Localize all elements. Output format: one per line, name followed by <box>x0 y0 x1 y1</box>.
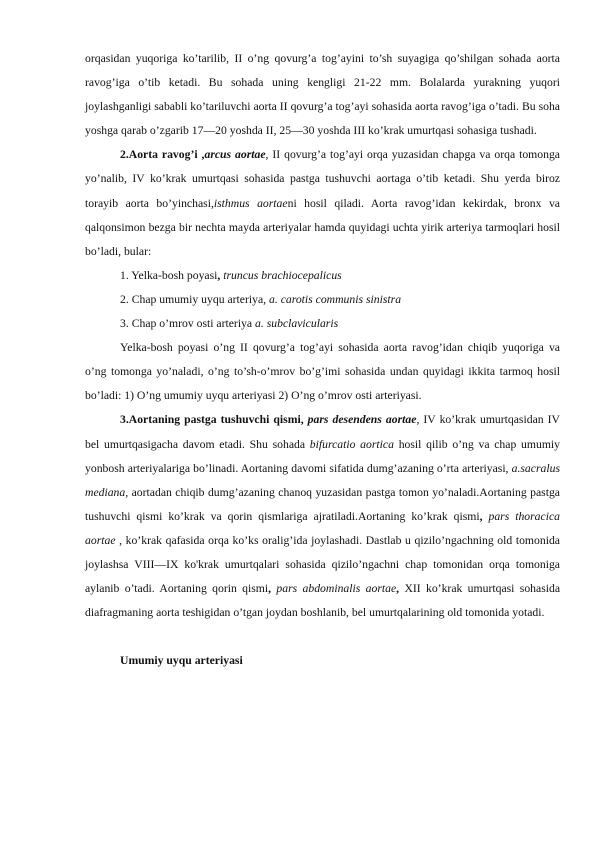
list-item <box>85 312 560 336</box>
latin-term-bifurcatio-aortica: bifurcatio aortica <box>309 437 394 451</box>
separator: , <box>396 582 405 596</box>
list-item-separator: , <box>263 292 269 306</box>
separator: , <box>479 509 489 523</box>
latin-term-sacralus-mediana: a.sacralus mediana, <box>85 461 560 499</box>
separator: , <box>268 582 277 596</box>
list-item-separator: , <box>217 268 224 282</box>
paragraph-text: hosil qilib o’ng va chap umumiy yonbosh arteriyalariga bo’linadi. Aortaning davomi sifatida dumg’azaning o’rta arteriyasi, <box>85 437 561 475</box>
paragraph-ascending-aorta: orqasidan yuqoriga ko’tarilib, II o’ng qovurg’a tog’ayini to’sh suyagiga qo’shilgan sohada aorta ravog’iga o’tib ketadi. Bu sohada uning kengligi 21-22 mm. Bolalarda yurakning yuqori joylashganligi sababli ko’tariluvchi aorta II qovurg’a tog’ayi sohasida aorta ravog’iga o’tadi. Bu soha yoshga qarab o’zgarib 17—20 yoshda II, 25—30 yoshda III ko’krak umurtqasi sohasiga tushadi. <box>85 52 560 138</box>
latin-term-pars-abdominalis-aortae: pars abdominalis aortae <box>276 582 397 596</box>
list-item-latin: truncus brachiocepalicus <box>223 268 342 282</box>
paragraph-text: , IV ko’krak umurtqasidan IV bel umurtqasigacha davom etadi. Shu sohada <box>85 413 560 451</box>
spacer <box>85 625 560 649</box>
paragraph-aortic-arch <box>85 143 560 263</box>
list-item-text: 3. Chap o’mrov osti arteriya <box>120 317 256 331</box>
paragraph-text: aortadan chiqib dumg’azaning chanoq yuzasidan pastga tomon yo’naladi.Aortaning pastga tushuvchi qismi ko’krak va qorin qismlariga ajratiladi.Aortaning ko’krak qismi <box>85 485 560 523</box>
paragraph-text: , II qovurg’a tog’ayi orqa yuzasidan chapga va orqa tomonga yo’nalib, IV ko’krak umurtqasi sohasida pastga tushuvchi aortaga o’tib ketadi. Shu yerda biroz torayib aorta bo’yinchasi, <box>85 148 560 210</box>
paragraph-text: ni hosil qiladi. Aorta ravog’idan kekirdak, bronx va qalqonsimon bezga bir nechta mayda arteriyalar hamda quyidagi uchta yirik arteriya tarmoqlari hosil bo’ladi, bular: <box>85 196 560 258</box>
section-heading-descending-aorta: 3.Aortaning pastga tushuvchi qismi, <box>120 413 308 427</box>
latin-term-isthmus-aortae: isthmus aortae <box>213 196 288 210</box>
list-item-latin: a. subclavicularis <box>255 317 339 331</box>
paragraph-text: XII ko’krak umurtqasi sohasida diafragmaning aorta teshigidan o’tgan joydan boshlanib, bel umurtqalarining old tomonida yotadi. <box>85 582 561 620</box>
paragraph-brachiocephalic-trunk: Yelka-bosh poyasi o’ng II qovurg’a tog’ayi sohasida aorta ravog’idan chiqib yuqoriga va o’ng tomonga yo’naladi, o’ng to’sh-o’mrov bo’g’imi sohasida undan quyidagi ikkita tarmoq hosil bo’ladi: 1) O’ng umumiy uyqu arteriyasi 2) O’ng o’mrov osti arteriyasi. <box>85 341 560 403</box>
list-item <box>85 264 560 288</box>
latin-term-pars-desendens-aortae: pars desendens aortae <box>307 413 417 427</box>
paragraph-text: , ko’krak qafasida orqa ko’ks oralig’ida joylashadi. Dastlab u qizilo’ngachning old tomonida joylashsa VIII—IX ko'krak umurtqalari sohasida qizilo’ngachni chap tomonidan orqa tomoniga aylanib o’tadi. Aortaning qorin qismi <box>85 533 560 596</box>
paragraph-descending-aorta <box>85 408 560 625</box>
latin-term-arcus-aortae: arcus aortae <box>204 148 266 162</box>
document-page <box>85 47 560 673</box>
section-heading-common-carotid: Umumiy uyqu arteriyasi <box>120 654 243 668</box>
list-item-latin: a. carotis communis sinistra <box>269 292 402 306</box>
latin-term-pars-thoracica-aortae: pars thoracica aortae <box>85 509 560 547</box>
list-item <box>85 288 560 312</box>
list-item-text: 1. Yelka-bosh poyasi <box>120 268 218 282</box>
list-item-text: 2. Chap umumiy uyqu arteriya <box>120 292 264 306</box>
section-heading-aortic-arch: 2.Aorta ravog’i , <box>120 148 205 162</box>
